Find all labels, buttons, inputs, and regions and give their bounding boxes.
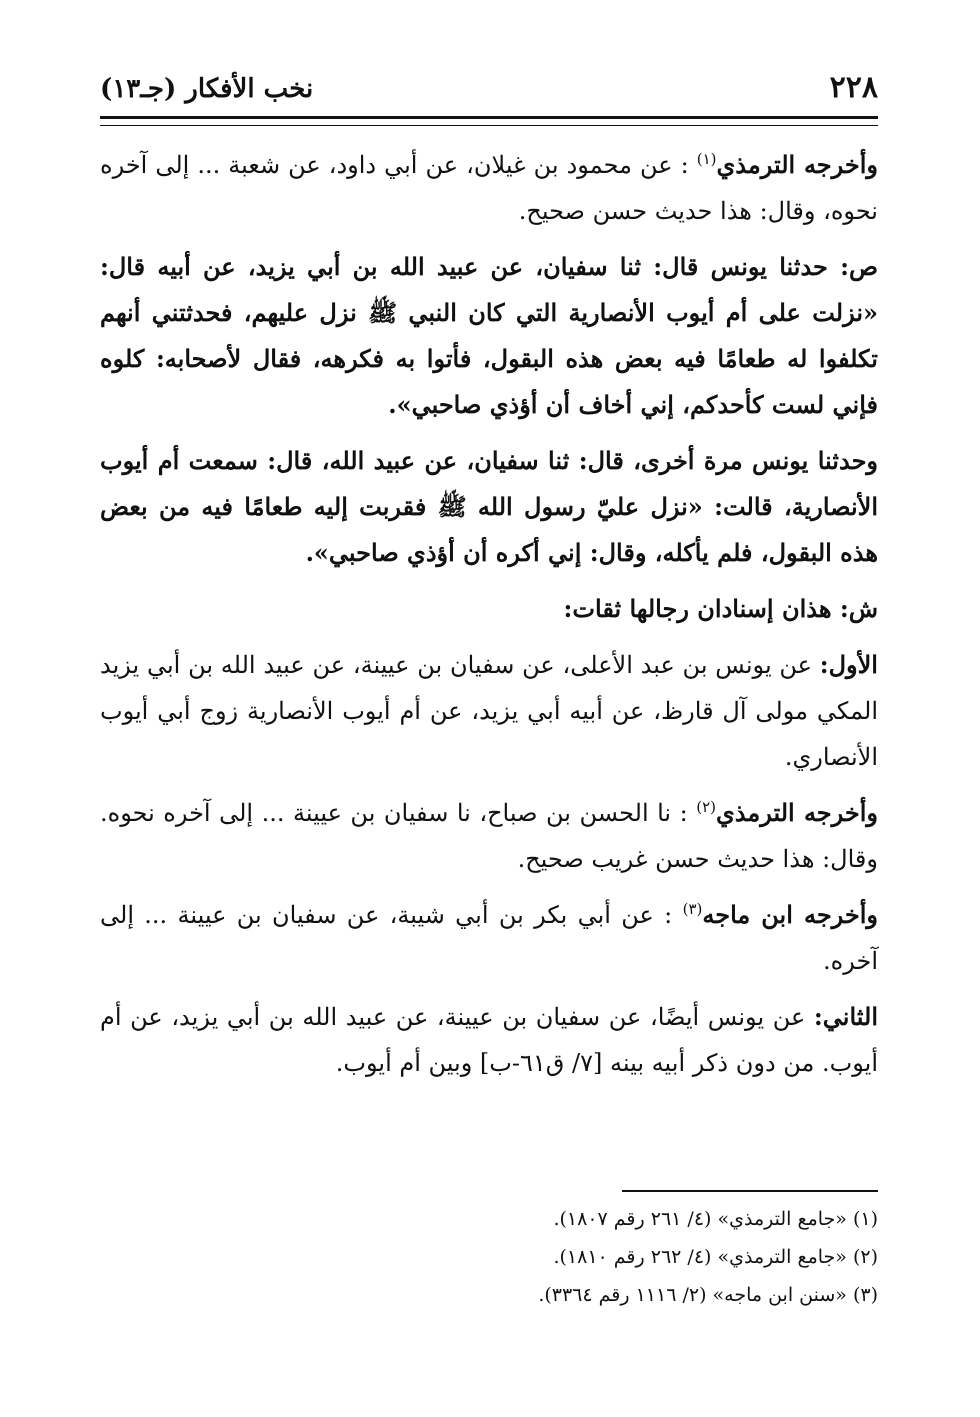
paragraph-lead: وأخرجه ابن ماجه (702, 900, 878, 929)
paragraph-8 (100, 994, 878, 1086)
paragraph-4 (100, 586, 878, 632)
book-page (100, 60, 878, 1380)
paragraph-lead: الأول: (819, 650, 878, 679)
footnote-2: (٢) «جامع الترمذي» (٤/ ٢٦٢ رقم ١٨١٠). (553, 1246, 878, 1268)
paragraph-lead: وأخرجه الترمذي (716, 150, 878, 179)
page-body (100, 142, 878, 1096)
paragraph-text: عن يونس بن عبد الأعلى، عن سفيان بن عيينة، عن عبيد الله بن أبي يزيد المكي مولى آل قارظ، عن أبيه أبي يزيد، عن أم أيوب الأنصارية زوج أبي أيوب الأنصاري. (100, 651, 878, 771)
paragraph-text: وحدثنا يونس مرة أخرى، قال: ثنا سفيان، عن عبيد الله، قال: سمعت أم أيوب الأنصارية، قالت: «نزل عليّ رسول الله ﷺ فقربت إليه طعامًا فيه من بعض هذه البقول، فلم يأكله، وقال: إني أكره أن أؤذي صاحبي». (100, 446, 878, 567)
page-header (100, 60, 878, 120)
paragraph-6 (100, 790, 878, 882)
footnote-ref: (٢) (696, 798, 716, 816)
paragraph-1 (100, 142, 878, 234)
page-number: ٢٢٨ (829, 70, 878, 105)
footnote-3: (٣) «سنن ابن ماجه» (٢/ ١١١٦ رقم ٣٣٦٤). (538, 1284, 878, 1306)
book-title: نخب الأفكار (جـ١٣) (100, 74, 314, 104)
footnote-rule (622, 1190, 878, 1192)
header-rule (100, 116, 878, 126)
footnotes (100, 1202, 878, 1316)
paragraph-text: عن يونس أيضًا، عن سفيان بن عيينة، عن عبيد الله بن أبي يزيد، عن أم أيوب. من دون ذكر أبيه بينه [٧/ ق٦١-ب] وبين أم أيوب. (100, 1003, 878, 1077)
footnote-ref: (٣) (682, 900, 703, 918)
paragraph-text: : عن أبي بكر بن أبي شيبة، عن سفيان بن عيينة ... إلى آخره. (100, 901, 878, 975)
paragraph-7 (100, 892, 878, 984)
paragraph-lead: ص: (840, 252, 878, 281)
paragraph-lead: الثاني: (813, 1002, 878, 1031)
footnote-1: (١) «جامع الترمذي» (٤/ ٢٦١ رقم ١٨٠٧). (553, 1208, 878, 1230)
paragraph-5 (100, 642, 878, 780)
paragraph-text: : عن محمود بن غيلان، عن أبي داود، عن شعبة ... إلى آخره نحوه، وقال: هذا حديث حسن صحيح. (100, 151, 878, 225)
paragraph-text: حدثنا يونس قال: ثنا سفيان، عن عبيد الله بن أبي يزيد، عن أبيه قال: «نزلت على أم أيوب الأنصارية التي كان النبي ﷺ نزل عليهم، فحدثتني أنهم تكلفوا له طعامًا فيه بعض هذه البقول، فأتوا به فكرهه، فقال لأصحابه: كلوه فإني لست كأحدكم، إني أخاف أن أؤذي صاحبي». (100, 252, 878, 419)
paragraph-lead: وأخرجه الترمذي (716, 798, 878, 827)
paragraph-lead: ش: (839, 594, 878, 623)
footnote-ref: (١) (696, 150, 717, 168)
paragraph-text: هذان إسنادان رجالها ثقات: (563, 594, 832, 623)
paragraph-3 (100, 438, 878, 576)
paragraph-text: : نا الحسن بن صباح، نا سفيان بن عيينة ... إلى آخره نحوه. وقال: هذا حديث حسن غريب صحيح. (100, 799, 878, 873)
paragraph-2 (100, 244, 878, 428)
